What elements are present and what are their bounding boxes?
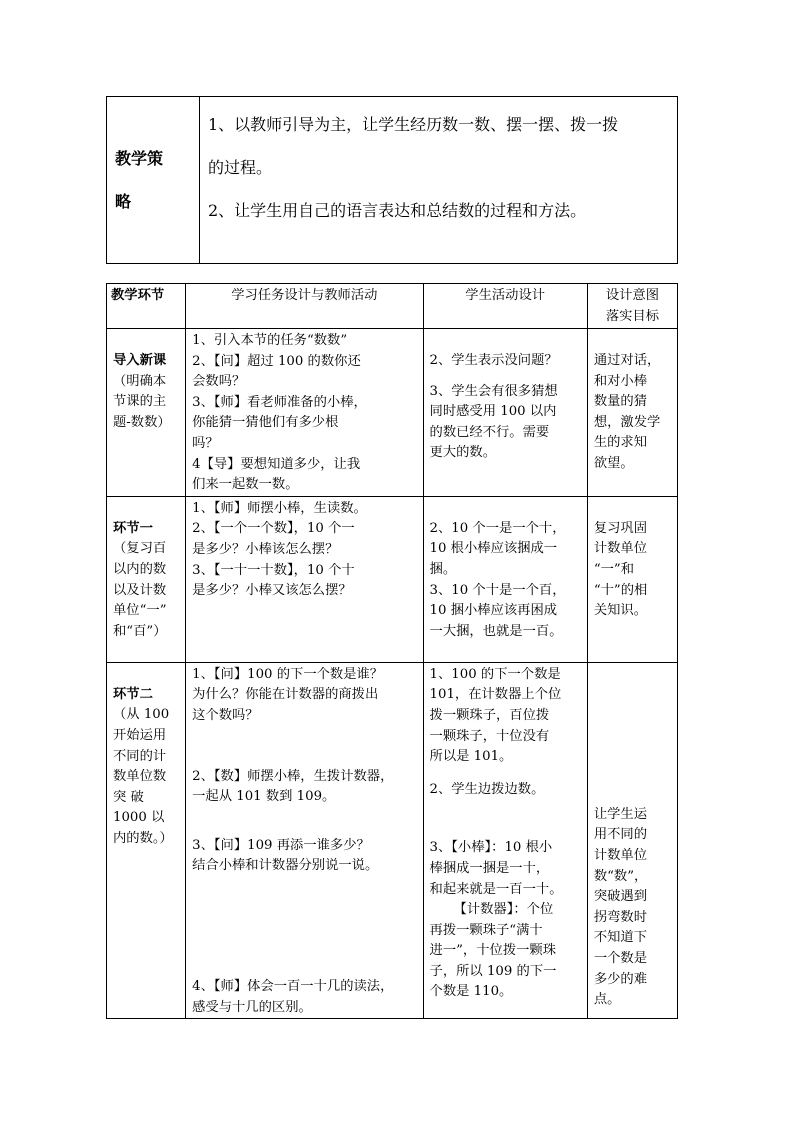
stage-desc-line: 和“百”） — [113, 623, 167, 639]
design-intent-cell — [587, 496, 677, 662]
strategy-label-line2: 略 — [115, 192, 132, 211]
strategy-line3: 2、让学生用自己的语言表达和总结数的过程和方法。 — [208, 201, 587, 220]
strategy-line1: 1、以教师引导为主，让学生经历数一数、摆一摆、拨一拨 — [208, 115, 619, 134]
text-line: 和对小棒 — [593, 373, 647, 389]
text-line: 感受与十几的区别。 — [192, 999, 312, 1015]
stage-desc-line: 数单位数 — [113, 769, 167, 785]
stage-desc-line: 单位“一” — [113, 603, 167, 619]
strategy-content-cell — [200, 97, 678, 264]
text-line: 拨一颗珠子，百位拨 — [429, 707, 550, 723]
text-line: 们来一起数一数。 — [192, 477, 299, 493]
text-line: 的数已经不行。需要 — [429, 424, 550, 440]
text-line: 棒捆成一捆是一十， — [429, 860, 550, 876]
stage-cell — [107, 662, 186, 1018]
strategy-label-line1: 教学策 — [115, 149, 164, 168]
stage-title: 环节一 — [113, 520, 153, 536]
text-line: 4【导】要想知道多少，让我 — [192, 456, 361, 472]
text-line: 个数是 110。 — [429, 984, 513, 1000]
teacher-activity-cell — [186, 662, 423, 1018]
text-line: 一个数是 — [593, 950, 647, 966]
header-student-activity: 学生活动设计 — [423, 284, 587, 329]
text-line: 3、【问】109 再添一谁多少？ — [192, 837, 370, 853]
teacher-activity-cell — [186, 496, 423, 662]
stage-desc-line: 1000 以 — [113, 810, 165, 826]
text-line: 2、【数】师摆小棒，生拨计数器， — [192, 768, 394, 784]
student-activity-cell — [423, 662, 587, 1018]
text-line: 3、10 个十是一个百， — [429, 582, 566, 598]
text-line: 一大捆，也就是一百。 — [429, 623, 563, 639]
text-line: 数量的猜 — [593, 394, 647, 410]
text-line: 2、10 个一是一个十， — [429, 520, 566, 536]
text-line: 不知道下 — [593, 930, 647, 946]
text-line: 10 捆小棒应该再困成 — [429, 603, 558, 619]
stage-desc-line: 节课的主 — [113, 394, 167, 410]
text-line: “一”和 — [593, 561, 635, 577]
stage-title: 环节二 — [113, 686, 153, 702]
text-line: 3、【师】看老师准备的小棒， — [192, 394, 367, 410]
header-intent-line1: 设计意图 — [605, 288, 659, 303]
stage-desc-line: 内的数。） — [113, 830, 173, 846]
text-line: 会数吗？ — [192, 374, 246, 390]
strategy-label-cell — [107, 97, 200, 264]
design-intent-cell — [587, 662, 677, 1018]
text-line: 计数单位 — [593, 541, 647, 557]
text-line: 1、【问】100 的下一个数是谁？ — [192, 666, 384, 682]
text-line: 3、【一十一十数】，10 个十 — [192, 562, 355, 578]
student-activity-cell — [423, 329, 587, 497]
text-line: 所以是 101。 — [429, 749, 513, 765]
text-line: 1、引入本节的任务“数数” — [192, 333, 348, 348]
teacher-activity-cell — [186, 329, 423, 497]
strategy-line2: 的过程。 — [208, 158, 273, 177]
text-line: 复习巩固 — [593, 520, 647, 536]
text-line: 是多少？小棒该怎么摆？ — [192, 541, 339, 557]
stage-cell — [107, 329, 186, 497]
lesson-row-intro — [107, 329, 678, 497]
text-line: 数“数”， — [593, 868, 648, 884]
text-line: 计数单位 — [593, 847, 647, 863]
stage-desc-line: 开始运用 — [113, 727, 167, 743]
teaching-strategy-table — [106, 96, 678, 264]
stage-desc-line: （复习百 — [113, 541, 167, 557]
text-line: 更大的数。 — [429, 445, 497, 461]
stage-desc-line: 题-数数） — [113, 414, 171, 430]
text-line: 一起从 101 数到 109。 — [192, 789, 336, 805]
text-line: 101，在计数器上个位 — [429, 687, 562, 703]
text-line: 2、【问】超过 100 的数你还 — [192, 353, 361, 369]
stage-desc-line: 以内的数 — [113, 561, 167, 577]
text-line: 3、【小棒】：10 根小 — [429, 840, 553, 856]
header-design-intent — [587, 284, 677, 329]
text-line: 欲望。 — [593, 455, 634, 471]
text-line: 【计数器】：个位 — [453, 902, 554, 918]
text-line: 通过对话， — [593, 353, 661, 368]
lesson-row-stage2 — [107, 662, 678, 1018]
text-line: 你能猜一猜他们有多少根 — [192, 415, 339, 431]
text-line: 用不同的 — [593, 827, 647, 843]
text-line: 2、【一个一个数】，10 个一 — [192, 521, 355, 537]
stage-desc-line: （从 100 — [113, 707, 170, 723]
text-line: 2、学生表示没问题？ — [429, 353, 558, 368]
text-line: 点。 — [593, 992, 621, 1008]
text-line: 1、100 的下一个数是 — [429, 666, 561, 682]
text-line: 关知识。 — [593, 603, 647, 619]
stage-desc-line: 突 破 — [113, 789, 144, 805]
lesson-plan-table — [106, 283, 678, 1019]
text-line: 4、【师】体会一百一十几的读法， — [192, 978, 394, 994]
text-line: “十”的相 — [593, 582, 648, 598]
text-line: 这个数吗？ — [192, 707, 259, 723]
text-line: 3、学生会有很多猜想 — [429, 383, 558, 399]
stage-desc-line: 以及计数 — [113, 582, 167, 598]
text-line: 生的求知 — [593, 435, 647, 451]
stage-title: 导入新课 — [113, 353, 167, 368]
text-line: 吗？ — [192, 435, 219, 451]
text-line: 捆。 — [429, 561, 457, 577]
text-line: 让学生运 — [593, 806, 647, 822]
text-line: 进一”，十位拨一颗珠 — [429, 943, 557, 959]
text-line: 10 根小棒应该捆成一 — [429, 541, 558, 557]
header-row — [107, 284, 678, 329]
stage-desc-line: 不同的计 — [113, 748, 167, 764]
stage-desc-line: （明确本 — [113, 373, 167, 389]
text-line: 突破遇到 — [593, 889, 647, 905]
header-stage: 教学环节 — [107, 284, 186, 329]
text-line: 为什么？你能在计数器的商拨出 — [192, 687, 379, 703]
lesson-row-stage1 — [107, 496, 678, 662]
text-line: 和起来就是一百一十。 — [429, 881, 563, 897]
text-line: 2、学生边拨边数。 — [429, 781, 545, 797]
text-line: 是多少？小棒又该怎么摆？ — [192, 583, 352, 599]
text-line: 一颗珠子，十位没有 — [429, 728, 550, 744]
text-line: 多少的难 — [593, 971, 647, 987]
text-line: 同时感受用 100 以内 — [429, 404, 557, 420]
header-teacher-activity: 学习任务设计与教师活动 — [186, 284, 423, 329]
text-line: 结合小棒和计数器分别说一说。 — [192, 858, 379, 874]
header-intent-line2: 落实目标 — [605, 308, 659, 324]
text-line: 1、【师】师摆小棒，生读数。 — [192, 500, 367, 516]
text-line: 想，激发学 — [593, 414, 661, 430]
text-line: 再拨一颗珠子“满十 — [429, 922, 543, 938]
design-intent-cell — [587, 329, 677, 497]
student-activity-cell — [423, 496, 587, 662]
text-line: 子，所以 109 的下一 — [429, 963, 557, 979]
text-line: 拐弯数时 — [593, 909, 647, 925]
stage-cell — [107, 496, 186, 662]
